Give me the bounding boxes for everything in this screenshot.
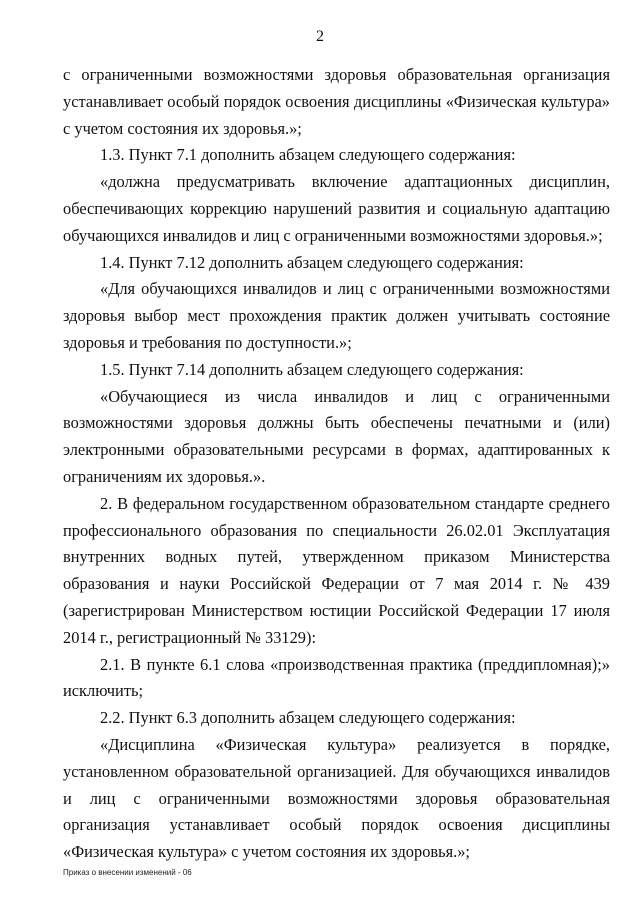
paragraph: «Обучающиеся из числа инвалидов и лиц с ограниченными возможностями здоровья должны быть обеспечены печатными и (или) электронными образовательными ресурсами в формах, адаптированных к ограничениям их здоровья.». xyxy=(63,386,610,486)
paragraph: 2.1. В пункте 6.1 слова «производственная практика (преддипломная);» исключить; xyxy=(63,654,610,701)
paragraph: 2.2. Пункт 6.3 дополнить абзацем следующего содержания: xyxy=(100,708,516,728)
footer-note: Приказ о внесении изменений - 06 xyxy=(63,868,192,877)
page-number: 2 xyxy=(316,28,324,45)
document-body xyxy=(63,62,610,866)
paragraph: «Дисциплина «Физическая культура» реализуется в порядке, установленном образовательной организацией. Для обучающихся инвалидов и лиц с ограниченными возможностями здоровья образовательная организация устанавливает особый порядок освоения дисциплины «Физическая культура» с учетом состояния их здоровья.»; xyxy=(63,734,610,862)
paragraph: 1.3. Пункт 7.1 дополнить абзацем следующего содержания: xyxy=(100,145,516,165)
paragraph: 2. В федеральном государственном образовательном стандарте среднего профессионального образования по специальности 26.02.01 Эксплуатация внутренних водных путей, утвержденном приказом Министерства образования и науки Российской Федерации от 7 мая 2014 г. № 439 (зарегистрирован Министерством юстиции Российской Федерации 17 июля 2014 г., регистрационный № 33129): xyxy=(63,493,610,647)
paragraph: 1.4. Пункт 7.12 дополнить абзацем следующего содержания: xyxy=(100,252,524,272)
paragraph: с ограниченными возможностями здоровья образовательная организация устанавливает особый порядок освоения дисциплины «Физическая культура» с учетом состояния их здоровья.»; xyxy=(63,65,610,138)
paragraph: «Для обучающихся инвалидов и лиц с ограниченными возможностями здоровья выбор мест прохождения практик должен учитывать состояние здоровья и требования по доступности.»; xyxy=(63,279,610,352)
paragraph: 1.5. Пункт 7.14 дополнить абзацем следующего содержания: xyxy=(100,359,524,379)
paragraph: «должна предусматривать включение адаптационных дисциплин, обеспечивающих коррекцию нарушений развития и социальную адаптацию обучающихся инвалидов и лиц с ограниченными возможностями здоровья.»; xyxy=(63,172,610,245)
